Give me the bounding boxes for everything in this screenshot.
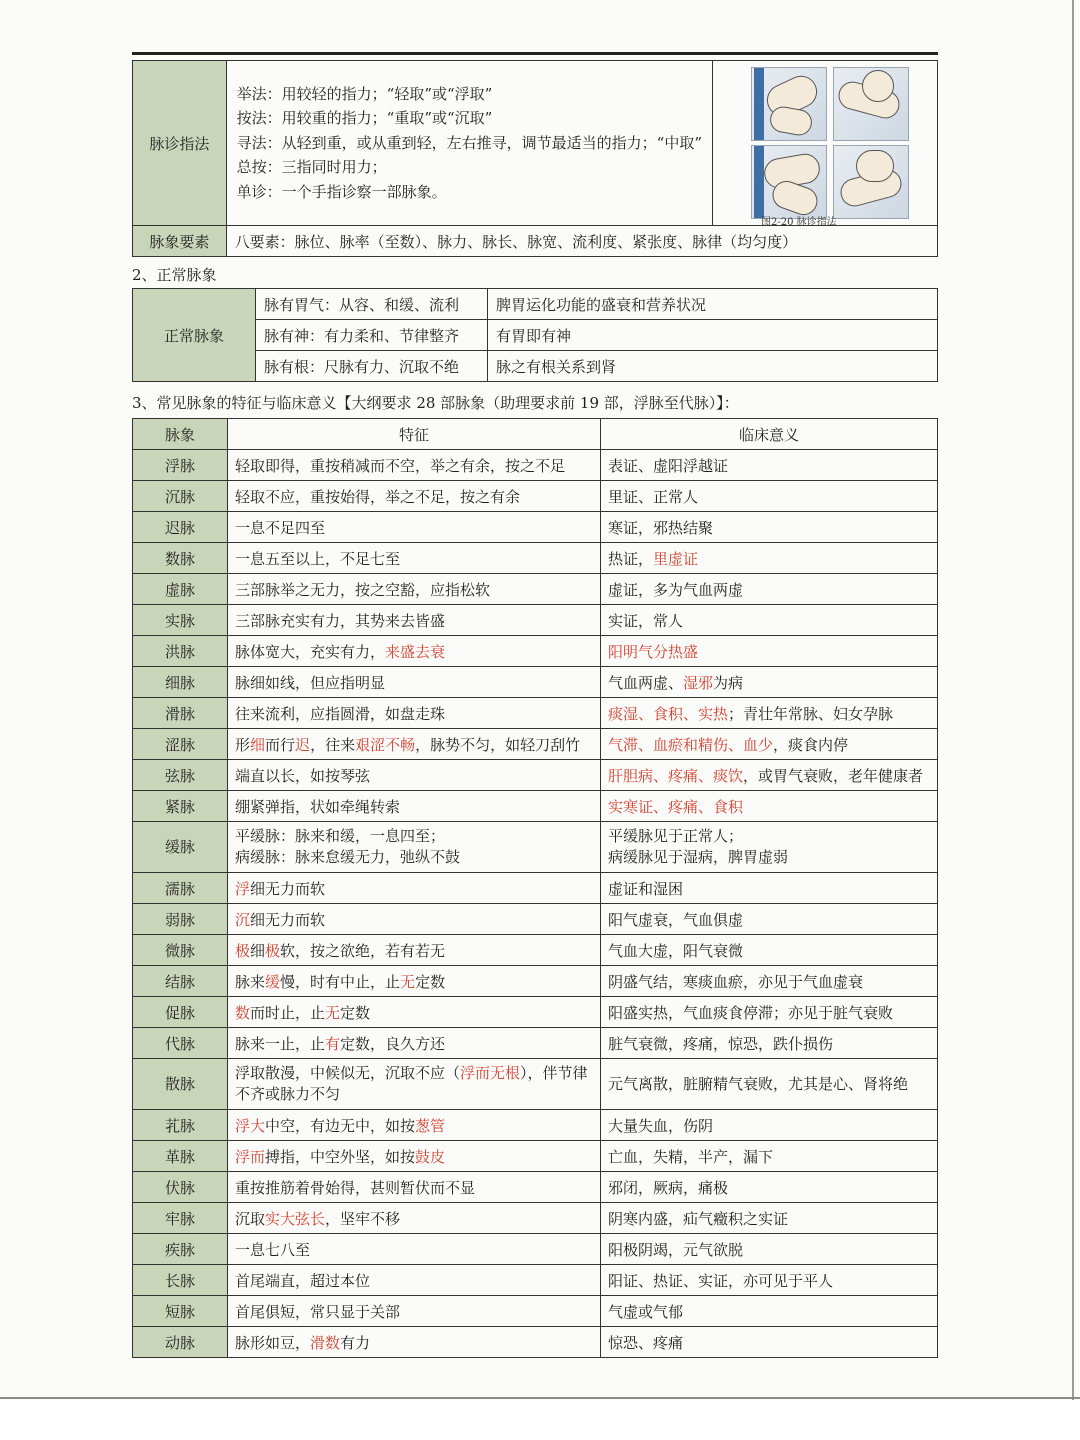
pulse-name: 短脉 bbox=[133, 1296, 228, 1327]
highlighted-text: 有 bbox=[325, 1034, 341, 1053]
table-row bbox=[133, 698, 938, 729]
column-header-meaning: 临床意义 bbox=[601, 419, 938, 450]
pulse-name: 牢脉 bbox=[133, 1203, 228, 1234]
highlighted-text: 实大弦长 bbox=[265, 1209, 326, 1228]
pulse-meaning bbox=[601, 1110, 938, 1141]
normal-pulse-feature: 脉有神：有力柔和、节律整齐 bbox=[256, 320, 488, 351]
section-title-normal-pulse: 2、正常脉象 bbox=[132, 266, 217, 284]
pulse-meaning bbox=[601, 791, 938, 822]
text-segment: 慢，时有中止，止 bbox=[280, 972, 401, 991]
text-segment: 中空，有边无中，如按 bbox=[265, 1116, 416, 1135]
pulse-name: 缓脉 bbox=[133, 822, 228, 873]
text-segment: 一息七八至 bbox=[235, 1240, 311, 1259]
text-segment: 里证、正常人 bbox=[608, 487, 699, 506]
table-row bbox=[133, 997, 938, 1028]
text-segment: ，或胃气衰败，老年健康者 bbox=[743, 766, 924, 785]
pulse-feature bbox=[228, 605, 601, 636]
text-segment: 三部脉举之无力，按之空豁，应指松软 bbox=[235, 580, 491, 599]
pulse-name: 代脉 bbox=[133, 1028, 228, 1059]
text-segment: 细无力而软 bbox=[250, 910, 326, 929]
hand-photo-1 bbox=[751, 67, 827, 141]
pulse-feature bbox=[228, 481, 601, 512]
table-row bbox=[133, 1110, 938, 1141]
pulse-name: 促脉 bbox=[133, 997, 228, 1028]
text-segment: 虚证和湿困 bbox=[608, 879, 684, 898]
text-segment: ，脉势不匀，如轻刀刮竹 bbox=[415, 735, 581, 754]
text-segment: 软，按之欲绝，若有若无 bbox=[280, 941, 446, 960]
highlighted-text: 肝胆病、疼痛、痰饮 bbox=[608, 766, 744, 785]
highlighted-text: 实寒证、疼痛、食积 bbox=[608, 797, 744, 816]
text-segment: 细无力而软 bbox=[250, 879, 326, 898]
pulse-name: 滑脉 bbox=[133, 698, 228, 729]
row-head-normal-pulse: 正常脉象 bbox=[133, 289, 256, 382]
highlighted-text: 气滞、血瘀和精伤、血少 bbox=[608, 735, 774, 754]
text-segment: 轻取不应，重按始得，举之不足，按之有余 bbox=[235, 487, 521, 506]
highlighted-text: 痰湿、食积、实热 bbox=[608, 704, 729, 723]
pulse-name: 弦脉 bbox=[133, 760, 228, 791]
text-segment: 脏气衰微，疼痛，惊恐，跌仆损伤 bbox=[608, 1034, 834, 1053]
table-row bbox=[133, 873, 938, 904]
highlighted-text: 数 bbox=[235, 1003, 251, 1022]
highlighted-text: 沉 bbox=[235, 910, 251, 929]
pulse-feature bbox=[228, 1203, 601, 1234]
text-segment: 重按推筋着骨始得，甚则暂伏而不显 bbox=[235, 1178, 476, 1197]
pulse-meaning bbox=[601, 1059, 938, 1110]
highlighted-text: 缓 bbox=[265, 972, 281, 991]
text-segment: ，坚牢不移 bbox=[325, 1209, 401, 1228]
highlighted-text: 浮而无根 bbox=[460, 1064, 521, 1082]
pulse-feature bbox=[228, 791, 601, 822]
pulse-meaning bbox=[601, 1203, 938, 1234]
pulse-meaning bbox=[601, 822, 938, 873]
pulse-meaning bbox=[601, 450, 938, 481]
pulse-name: 紧脉 bbox=[133, 791, 228, 822]
pulse-feature bbox=[228, 997, 601, 1028]
pulse-meaning bbox=[601, 667, 938, 698]
normal-pulse-meaning: 脾胃运化功能的盛衰和营养状况 bbox=[488, 289, 938, 320]
hand-photo-4 bbox=[833, 145, 909, 219]
pulse-feature bbox=[228, 636, 601, 667]
text-segment: 而行 bbox=[265, 735, 296, 754]
text-segment: 元气离散，脏腑精气衰败，尤其是心、肾将绝 bbox=[608, 1074, 909, 1093]
pulse-name: 散脉 bbox=[133, 1059, 228, 1110]
pulse-feature bbox=[228, 904, 601, 935]
text-segment: 三部脉充实有力，其势来去皆盛 bbox=[235, 611, 446, 630]
table-row bbox=[133, 1234, 938, 1265]
pulse-meaning bbox=[601, 935, 938, 966]
pulse-feature bbox=[228, 729, 601, 760]
table-row bbox=[133, 450, 938, 481]
normal-pulse-feature: 脉有胃气：从容、和缓、流利 bbox=[256, 289, 488, 320]
text-segment: 浮取散漫，中候似无，沉取不应（ bbox=[235, 1064, 461, 1082]
text-segment: 有力 bbox=[340, 1333, 371, 1352]
text-segment: ，痰食内停 bbox=[773, 735, 849, 754]
pulse-method-table bbox=[132, 60, 938, 257]
pulse-feature bbox=[228, 1265, 601, 1296]
pulse-name: 动脉 bbox=[133, 1327, 228, 1358]
table-row bbox=[133, 1296, 938, 1327]
pulse-meaning bbox=[601, 1327, 938, 1358]
highlighted-text: 鼓皮 bbox=[415, 1147, 446, 1166]
method-line: 按法：用较重的指力；“重取”或“沉取” bbox=[236, 109, 493, 128]
highlighted-text: 极 bbox=[235, 941, 251, 960]
table-row bbox=[133, 760, 938, 791]
text-segment: 而时止，止 bbox=[250, 1003, 326, 1022]
normal-pulse-meaning: 有胃即有神 bbox=[488, 320, 938, 351]
column-header-feature: 特征 bbox=[228, 419, 601, 450]
pulse-meaning bbox=[601, 574, 938, 605]
text-segment: 平缓脉见于正常人； bbox=[608, 827, 744, 845]
pulse-meaning bbox=[601, 873, 938, 904]
column-header-pulse: 脉象 bbox=[133, 419, 228, 450]
pulse-name: 革脉 bbox=[133, 1141, 228, 1172]
highlighted-text: 无 bbox=[325, 1003, 341, 1022]
pulse-meaning bbox=[601, 636, 938, 667]
pulse-feature bbox=[228, 1141, 601, 1172]
text-segment: 惊恐、疼痛 bbox=[608, 1333, 684, 1352]
text-segment: 阴寒内盛，疝气癥积之实证 bbox=[608, 1209, 789, 1228]
pulse-name: 结脉 bbox=[133, 966, 228, 997]
pulse-feature bbox=[228, 1172, 601, 1203]
table-row bbox=[133, 543, 938, 574]
method-line: 举法：用较轻的指力；“轻取”或“浮取” bbox=[236, 84, 493, 103]
hand-photo-2 bbox=[833, 67, 909, 141]
section-title-common-pulses: 3、常见脉象的特征与临床意义【大纲要求 28 部脉象（助理要求前 19 部，浮脉至代脉）】： bbox=[132, 394, 739, 412]
pulse-name: 洪脉 bbox=[133, 636, 228, 667]
text-segment: 实证，常人 bbox=[608, 611, 684, 630]
table-row bbox=[133, 61, 938, 226]
text-segment: 首尾端直，超过本位 bbox=[235, 1271, 371, 1290]
highlighted-text: 来盛去衰 bbox=[385, 642, 446, 661]
table-row bbox=[133, 481, 938, 512]
text-segment: 病缓脉见于湿病，脾胃虚弱 bbox=[608, 848, 789, 866]
photo-caption: 图2-20 脉诊指法 bbox=[761, 217, 837, 228]
pulse-feature bbox=[228, 450, 601, 481]
highlighted-text: 阳明气分热盛 bbox=[608, 642, 699, 661]
text-segment: 沉取 bbox=[235, 1209, 266, 1228]
table-row bbox=[133, 729, 938, 760]
normal-pulse-feature: 脉有根：尺脉有力、沉取不绝 bbox=[256, 351, 488, 382]
pulse-meaning bbox=[601, 760, 938, 791]
pulse-name: 实脉 bbox=[133, 605, 228, 636]
highlighted-text: 里虚证 bbox=[653, 549, 699, 568]
text-segment: 表证、虚阳浮越证 bbox=[608, 456, 729, 475]
common-pulse-rows bbox=[133, 450, 938, 1358]
highlighted-text: 浮而 bbox=[235, 1147, 266, 1166]
table-row bbox=[133, 636, 938, 667]
highlighted-text: 浮 bbox=[235, 879, 251, 898]
pulse-meaning bbox=[601, 698, 938, 729]
pulse-name: 虚脉 bbox=[133, 574, 228, 605]
method-line: 寻法：从轻到重，或从重到轻，左右推寻，调节最适当的指力；“中取” bbox=[236, 133, 702, 152]
table-row bbox=[133, 1203, 938, 1234]
table-row bbox=[133, 822, 938, 873]
pulse-meaning bbox=[601, 1234, 938, 1265]
pulse-feature bbox=[228, 1059, 601, 1110]
text-segment: 端直以长，如按琴弦 bbox=[235, 766, 371, 785]
highlighted-text: 迟 bbox=[295, 735, 311, 754]
text-segment: 定数 bbox=[340, 1003, 371, 1022]
pulse-meaning bbox=[601, 904, 938, 935]
row-head-pulse-method: 脉诊指法 bbox=[133, 61, 227, 226]
pulse-feature bbox=[228, 1110, 601, 1141]
table-row bbox=[133, 574, 938, 605]
text-segment: 一息不足四至 bbox=[235, 518, 326, 537]
pulse-name: 长脉 bbox=[133, 1265, 228, 1296]
text-segment: 定数 bbox=[415, 972, 446, 991]
pulse-meaning bbox=[601, 1265, 938, 1296]
text-segment: 邪闭，厥病，痛极 bbox=[608, 1178, 729, 1197]
pulse-feature bbox=[228, 966, 601, 997]
pulse-meaning bbox=[601, 1141, 938, 1172]
text-segment: 脉来一止，止 bbox=[235, 1034, 326, 1053]
table-header-row bbox=[133, 419, 938, 450]
text-segment: 大量失血，伤阴 bbox=[608, 1116, 714, 1135]
top-rule bbox=[132, 52, 938, 55]
pulse-feature bbox=[228, 873, 601, 904]
pulse-name: 数脉 bbox=[133, 543, 228, 574]
text-segment: 一息五至以上，不足七至 bbox=[235, 549, 401, 568]
text-segment: 脉细如线，但应指明显 bbox=[235, 673, 386, 692]
pulse-meaning bbox=[601, 512, 938, 543]
table-row bbox=[133, 512, 938, 543]
text-segment: 定数，良久方还 bbox=[340, 1034, 446, 1053]
pulse-meaning bbox=[601, 543, 938, 574]
pulse-feature bbox=[228, 1327, 601, 1358]
table-row bbox=[133, 1327, 938, 1358]
text-segment: 气血两虚、 bbox=[608, 673, 684, 692]
text-segment: 气血大虚，阳气衰微 bbox=[608, 941, 744, 960]
highlighted-text: 湿邪 bbox=[683, 673, 714, 692]
normal-pulse-table bbox=[132, 288, 938, 382]
highlighted-text: 极 bbox=[265, 941, 281, 960]
text-segment: 为病 bbox=[713, 673, 744, 692]
highlighted-text: 无 bbox=[400, 972, 416, 991]
pulse-feature bbox=[228, 1296, 601, 1327]
text-segment: ，往来 bbox=[310, 735, 356, 754]
pulse-feature bbox=[228, 543, 601, 574]
pulse-meaning bbox=[601, 605, 938, 636]
text-segment: 病缓脉：脉来怠缓无力，弛纵不鼓 bbox=[235, 848, 461, 866]
table-row bbox=[133, 289, 938, 320]
text-segment: 形 bbox=[235, 735, 251, 754]
text-segment: 往来流利，应指圆滑，如盘走珠 bbox=[235, 704, 446, 723]
table-row bbox=[133, 791, 938, 822]
text-segment: 亡血，失精，半产，漏下 bbox=[608, 1147, 774, 1166]
method-line: 总按：三指同时用力； bbox=[236, 158, 387, 177]
text-segment: 阳盛实热，气血痰食停滞；亦见于脏气衰败 bbox=[608, 1003, 894, 1022]
pulse-feature bbox=[228, 1234, 601, 1265]
pulse-name: 疾脉 bbox=[133, 1234, 228, 1265]
text-segment: 寒证，邪热结聚 bbox=[608, 518, 714, 537]
text-segment: 首尾俱短，常只显于关部 bbox=[235, 1302, 401, 1321]
pulse-name: 浮脉 bbox=[133, 450, 228, 481]
text-segment: 脉来 bbox=[235, 972, 266, 991]
row-head-pulse-elements: 脉象要素 bbox=[133, 226, 227, 257]
text-segment: 脉形如豆， bbox=[235, 1333, 311, 1352]
pulse-meaning bbox=[601, 1028, 938, 1059]
pulse-name: 涩脉 bbox=[133, 729, 228, 760]
text-segment: 平缓脉：脉来和缓，一息四至； bbox=[235, 827, 446, 845]
highlighted-text: 细 bbox=[250, 735, 266, 754]
table-row bbox=[133, 1265, 938, 1296]
text-segment: ），伴节律不齐或脉力不匀 bbox=[235, 1064, 588, 1103]
text-segment: 阳气虚衰，气血俱虚 bbox=[608, 910, 744, 929]
text-segment: 阳极阴竭，元气欲脱 bbox=[608, 1240, 744, 1259]
text-segment: 热证， bbox=[608, 549, 654, 568]
pulse-name: 伏脉 bbox=[133, 1172, 228, 1203]
text-segment: 脉体宽大，充实有力， bbox=[235, 642, 386, 661]
pulse-feature bbox=[228, 667, 601, 698]
pulse-method-photo bbox=[713, 61, 937, 228]
pulse-name: 细脉 bbox=[133, 667, 228, 698]
pulse-meaning bbox=[601, 997, 938, 1028]
pulse-meaning bbox=[601, 966, 938, 997]
pulse-feature bbox=[228, 935, 601, 966]
text-segment: 虚证，多为气血两虚 bbox=[608, 580, 744, 599]
text-segment: 阳证、热证、实证，亦可见于平人 bbox=[608, 1271, 834, 1290]
text-segment: 绷紧弹指，状如牵绳转索 bbox=[235, 797, 401, 816]
table-row bbox=[133, 1028, 938, 1059]
pulse-elements-text: 八要素：脉位、脉率（至数）、脉力、脉长、脉宽、流利度、紧张度、脉律（均匀度） bbox=[226, 226, 937, 257]
table-row bbox=[133, 904, 938, 935]
pulse-feature bbox=[228, 574, 601, 605]
highlighted-text: 浮大 bbox=[235, 1116, 266, 1135]
table-row bbox=[133, 226, 938, 257]
pulse-name: 微脉 bbox=[133, 935, 228, 966]
normal-pulse-meaning: 脉之有根关系到肾 bbox=[488, 351, 938, 382]
pulse-name: 迟脉 bbox=[133, 512, 228, 543]
text-segment: 细 bbox=[250, 941, 266, 960]
table-row bbox=[133, 1172, 938, 1203]
pulse-meaning bbox=[601, 481, 938, 512]
common-pulse-table bbox=[132, 418, 938, 1358]
pulse-meaning bbox=[601, 1296, 938, 1327]
text-segment: 阴盛气结，寒痰血瘀，亦见于气血虚衰 bbox=[608, 972, 864, 991]
table-row bbox=[133, 1141, 938, 1172]
table-row bbox=[133, 1059, 938, 1110]
page-edge-right bbox=[1072, 0, 1074, 1400]
pulse-method-list bbox=[226, 61, 712, 226]
highlighted-text: 艰涩不畅 bbox=[355, 735, 416, 754]
pulse-feature bbox=[228, 512, 601, 543]
pulse-name: 沉脉 bbox=[133, 481, 228, 512]
text-segment: 搏指，中空外坚，如按 bbox=[265, 1147, 416, 1166]
method-line: 单诊：一个手指诊察一部脉象。 bbox=[236, 182, 447, 201]
text-segment: 气虚或气郁 bbox=[608, 1302, 684, 1321]
hand-photo-3 bbox=[751, 145, 827, 219]
pulse-meaning bbox=[601, 729, 938, 760]
pulse-name: 芤脉 bbox=[133, 1110, 228, 1141]
text-segment: ；青壮年常脉、妇女孕脉 bbox=[728, 704, 894, 723]
highlighted-text: 葱管 bbox=[415, 1116, 446, 1135]
pulse-name: 濡脉 bbox=[133, 873, 228, 904]
pulse-method-photo-cell bbox=[713, 61, 938, 226]
table-row bbox=[133, 667, 938, 698]
pulse-feature bbox=[228, 822, 601, 873]
table-row bbox=[133, 935, 938, 966]
table-row bbox=[133, 605, 938, 636]
page-edge-bottom bbox=[0, 1397, 1080, 1399]
text-segment: 轻取即得，重按稍减而不空，举之有余，按之不足 bbox=[235, 456, 566, 475]
pulse-name: 弱脉 bbox=[133, 904, 228, 935]
table-row bbox=[133, 966, 938, 997]
pulse-feature bbox=[228, 1028, 601, 1059]
pulse-feature bbox=[228, 760, 601, 791]
pulse-feature bbox=[228, 698, 601, 729]
highlighted-text: 滑数 bbox=[310, 1333, 341, 1352]
pulse-meaning bbox=[601, 1172, 938, 1203]
